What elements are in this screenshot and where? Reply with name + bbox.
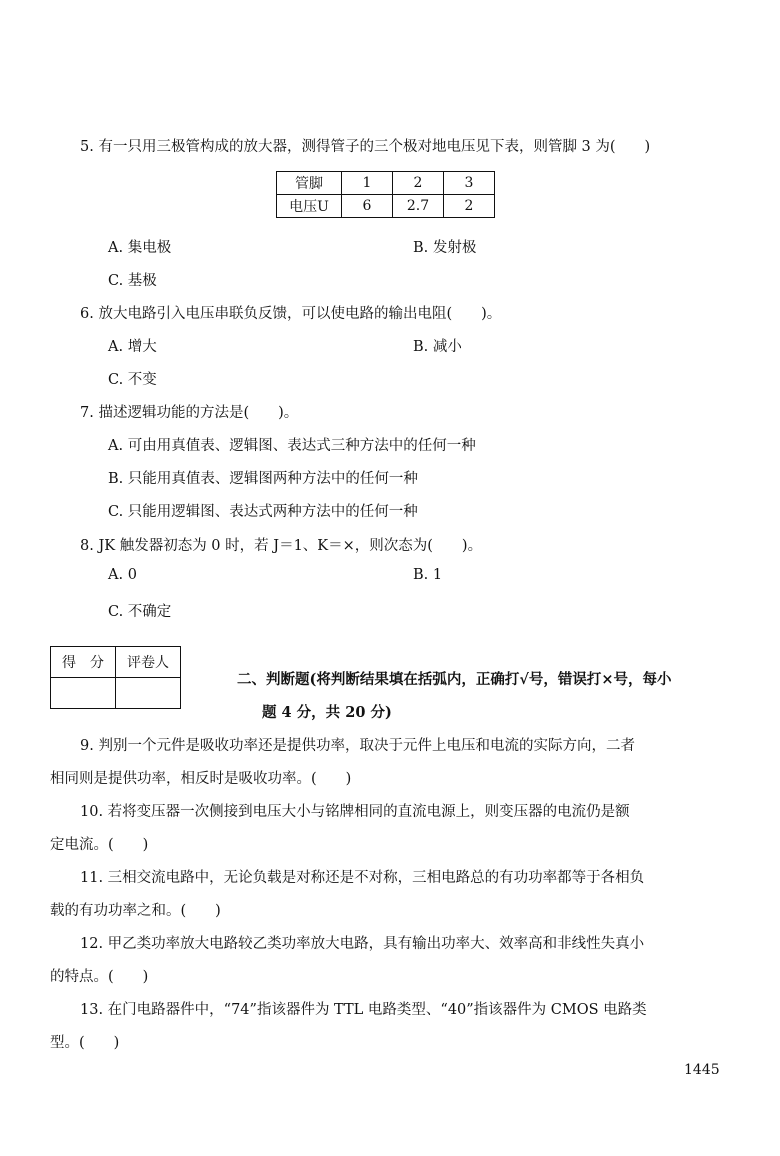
q9-line1: 9. 判别一个元件是吸收功率还是提供功率，取决于元件上电压和电流的实际方向，二者 <box>80 738 635 754</box>
table-cell: 1 <box>342 172 393 195</box>
q13-line2: 型。( ) <box>50 1035 120 1051</box>
table-cell: 管脚 <box>277 172 342 195</box>
table-cell: 3 <box>444 172 495 195</box>
q11-line1: 11. 三相交流电路中，无论负载是对称还是不对称，三相电路总的有功功率都等于各相负 <box>80 870 645 886</box>
table-cell: 2 <box>444 195 495 218</box>
table-row <box>277 172 495 195</box>
q5-option-a: A. 集电极 <box>108 240 172 256</box>
q8-stem: 8. JK 触发器初态为 0 时，若 J＝1、K＝×，则次态为( )。 <box>80 538 483 554</box>
score-label: 得 分 <box>51 647 116 678</box>
table-row <box>51 678 181 709</box>
q8-option-a: A. 0 <box>108 567 137 583</box>
q7-stem: 7. 描述逻辑功能的方法是( )。 <box>80 405 299 421</box>
q9-line2: 相同则是提供功率，相反时是吸收功率。( ) <box>50 771 352 787</box>
score-cell <box>51 678 116 709</box>
q6-option-c: C. 不变 <box>108 372 157 388</box>
table-row <box>51 647 181 678</box>
q5-stem: 5. 有一只用三极管构成的放大器，测得管子的三个极对地电压见下表，则管脚 3 为( ) <box>80 139 651 155</box>
q6-option-b: B. 减小 <box>413 339 462 355</box>
q5-option-c: C. 基极 <box>108 273 157 289</box>
q11-line2: 载的有功功率之和。( ) <box>50 903 221 919</box>
table-cell: 2.7 <box>393 195 444 218</box>
q5-option-b: B. 发射极 <box>413 240 477 256</box>
grader-cell <box>116 678 181 709</box>
q8-option-b: B. 1 <box>413 567 443 583</box>
q7-option-b: B. 只能用真值表、逻辑图两种方法中的任何一种 <box>108 471 418 487</box>
table-row <box>277 195 495 218</box>
q6-option-a: A. 增大 <box>108 339 157 355</box>
q10-line2: 定电流。( ) <box>50 837 149 853</box>
q10-line1: 10. 若将变压器一次侧接到电压大小与铭牌相同的直流电源上，则变压器的电流仍是额 <box>80 804 630 820</box>
table-cell: 电压U <box>277 195 342 218</box>
q8-option-c: C. 不确定 <box>108 604 172 620</box>
q12-line1: 12. 甲乙类功率放大电路较乙类功率放大电路，具有输出功率大、效率高和非线性失真小 <box>80 936 645 952</box>
q7-option-c: C. 只能用逻辑图、表达式两种方法中的任何一种 <box>108 504 418 520</box>
section2-title: 二、判断题(将判断结果填在括弧内，正确打√号，错误打×号，每小 <box>237 671 672 688</box>
table-cell: 6 <box>342 195 393 218</box>
q13-line1: 13. 在门电路器件中，“74”指该器件为 TTL 电路类型、“40”指该器件为 CMOS 电路类 <box>80 1002 647 1018</box>
section2-title-cont: 题 4 分，共 20 分) <box>262 704 392 721</box>
q5-voltage-table <box>276 171 495 218</box>
q6-stem: 6. 放大电路引入电压串联负反馈，可以使电路的输出电阻( )。 <box>80 306 502 322</box>
score-box <box>50 646 181 709</box>
q12-line2: 的特点。( ) <box>50 969 149 985</box>
page-number: 1445 <box>684 1062 720 1078</box>
table-cell: 2 <box>393 172 444 195</box>
q7-option-a: A. 可由用真值表、逻辑图、表达式三种方法中的任何一种 <box>108 438 476 454</box>
grader-label: 评卷人 <box>116 647 181 678</box>
